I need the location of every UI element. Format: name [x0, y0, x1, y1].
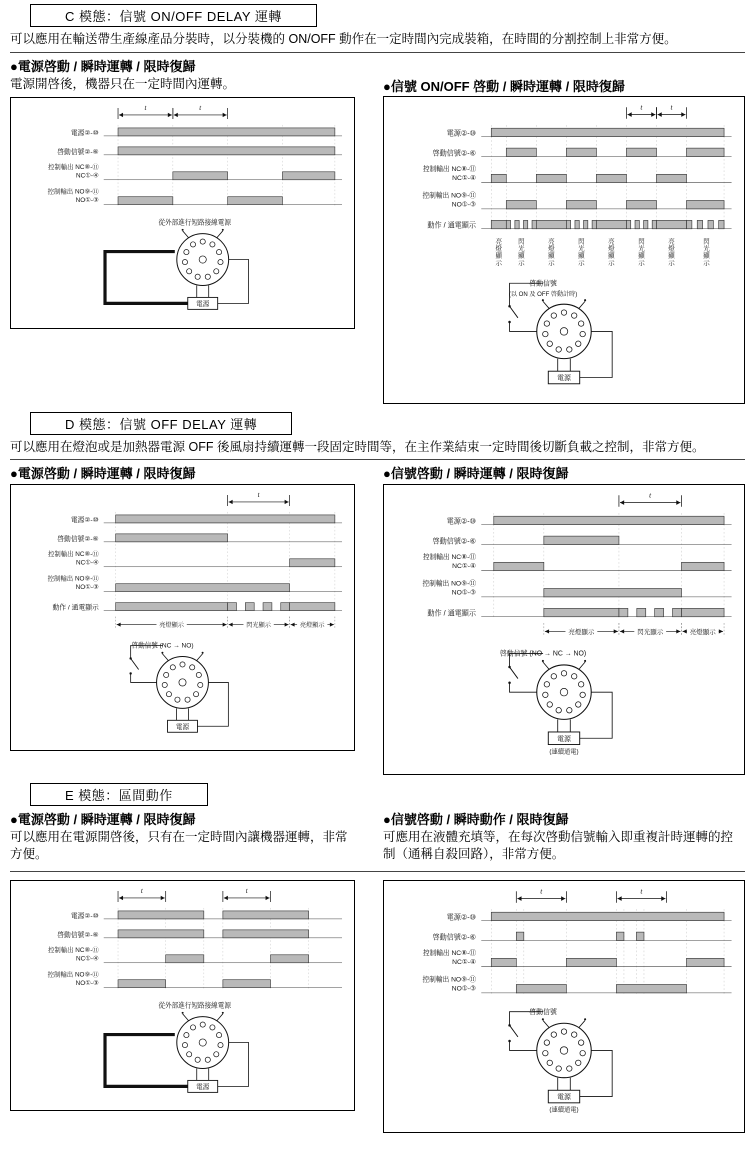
svg-text:閃光顯示: 閃光顯示	[578, 238, 585, 268]
svg-text:從外部進行短路接線電源: 從外部進行短路接線電源	[158, 1002, 231, 1010]
svg-text:啓動信號 (NC → NO): 啓動信號 (NC → NO)	[131, 642, 194, 650]
svg-text:t: t	[199, 104, 202, 113]
svg-text:亮燈顯示: 亮燈顯示	[608, 238, 615, 268]
svg-text:啓動信號②-⑥: 啓動信號②-⑥	[432, 933, 477, 942]
svg-text:閃光顯示: 閃光顯示	[246, 621, 271, 629]
mode-c-description: 可以應用在輸送帶生產線產品分裝時，以分裝機的 ON/OFF 動作在一定時間內完成裝箱，在時間的分割控制上非常方便。	[10, 31, 745, 53]
svg-text:電源②-⑩: 電源②-⑩	[446, 129, 477, 138]
svg-text:控制輸出 NC⑧-⑪: 控制輸出 NC⑧-⑪	[422, 949, 477, 957]
svg-text:控制輸出 NC⑧-⑪: 控制輸出 NC⑧-⑪	[422, 166, 477, 174]
svg-text:t: t	[245, 886, 248, 895]
svg-text:啓動信號②-⑥: 啓動信號②-⑥	[57, 931, 99, 939]
svg-text:NO①-③: NO①-③	[451, 589, 477, 597]
svg-text:t: t	[257, 490, 260, 499]
svg-text:t: t	[649, 490, 652, 500]
svg-text:電源: 電源	[196, 301, 210, 309]
svg-text:亮燈顯示: 亮燈顯示	[299, 621, 325, 629]
mode-c-left-heading: ●電源啓動 / 瞬時運轉 / 限時復歸	[10, 58, 196, 74]
mode-d-title: D 模態：信號 OFF DELAY 運轉	[30, 412, 292, 435]
svg-text:啓動信號②-⑥: 啓動信號②-⑥	[57, 535, 99, 543]
mode-d-left-column	[10, 460, 355, 751]
svg-text:電源: 電源	[196, 1083, 210, 1091]
svg-text:NO①-③: NO①-③	[451, 985, 477, 993]
mode-d-right-column	[383, 460, 745, 774]
svg-text:亮燈顯示: 亮燈顯示	[568, 628, 595, 636]
mode-d-description: 可以應用在燈泡或是加熱器電源 OFF 後風扇持續運轉一段固定時間等，在主作業結束一定時間後切斷負載之控制，非常方便。	[10, 439, 745, 461]
svg-text:電源: 電源	[557, 735, 571, 743]
svg-text:(連續通電): (連續通電)	[549, 748, 579, 756]
svg-text:電源: 電源	[175, 723, 190, 731]
mode-e-left-note: 可以應用在電源開啓後，只有在一定時間內讓機器運轉，非常方便。	[10, 830, 348, 861]
mode-c-left-column	[10, 53, 355, 329]
svg-text:啓動信號②-⑥: 啓動信號②-⑥	[57, 149, 99, 157]
svg-text:電源②-⑩: 電源②-⑩	[70, 516, 99, 524]
svg-text:動作 / 通電顯示: 動作 / 通電顯示	[427, 609, 477, 618]
svg-text:啓動信號②-⑥: 啓動信號②-⑥	[432, 537, 477, 546]
mode-c-right-timing-diagram	[383, 96, 745, 404]
svg-text:t: t	[144, 104, 147, 113]
section-mode-c	[10, 4, 745, 404]
svg-text:NC①-④: NC①-④	[75, 955, 99, 963]
svg-text:亮燈顯示: 亮燈顯示	[548, 238, 555, 268]
svg-text:控制輸出 NO⑨-⑪: 控制輸出 NO⑨-⑪	[422, 976, 477, 984]
svg-text:NO①-③: NO①-③	[75, 197, 99, 205]
mode-e-intro-columns	[10, 806, 745, 867]
svg-text:t: t	[540, 886, 543, 896]
timing-diagram-svg	[387, 885, 741, 1130]
svg-text:NO①-③: NO①-③	[75, 584, 99, 592]
svg-text:控制輸出 NC⑧-⑪: 控制輸出 NC⑧-⑪	[48, 946, 99, 954]
svg-text:電源: 電源	[557, 1093, 571, 1101]
svg-text:亮燈顯示: 亮燈顯示	[495, 238, 503, 268]
timing-diagram-svg	[14, 489, 351, 748]
svg-text:控制輸出 NC⑧-⑪: 控制輸出 NC⑧-⑪	[48, 550, 99, 558]
mode-c-left-note: 電源開啓後，機器只在一定時間內運轉。	[10, 77, 236, 92]
mode-e-left-column	[10, 878, 355, 1111]
svg-text:(以 ON 及 OFF 啓動計時): (以 ON 及 OFF 啓動計時)	[508, 292, 578, 299]
mode-e-right-intro	[383, 806, 745, 867]
svg-text:從外部進行短路接線電源: 從外部進行短路接線電源	[158, 220, 231, 228]
svg-text:控制輸出 NO⑨-⑪: 控制輸出 NO⑨-⑪	[47, 575, 99, 583]
svg-text:NO①-③: NO①-③	[75, 980, 99, 988]
svg-text:控制輸出 NO⑨-⑪: 控制輸出 NO⑨-⑪	[422, 192, 477, 200]
timing-diagram-svg	[14, 885, 351, 1108]
section-mode-e	[10, 783, 745, 1133]
svg-text:NO①-③: NO①-③	[451, 201, 477, 209]
svg-text:啓動信號 (NO → NC → NO): 啓動信號 (NO → NC → NO)	[499, 650, 587, 658]
svg-text:動作 / 通電顯示: 動作 / 通電顯示	[52, 604, 99, 612]
mode-d-right-timing-diagram	[383, 484, 745, 775]
svg-text:電源②-⑩: 電源②-⑩	[70, 912, 99, 920]
svg-text:NC①-④: NC①-④	[452, 563, 477, 571]
svg-text:閃光顯示: 閃光顯示	[703, 238, 710, 268]
svg-text:亮燈顯示: 亮燈顯示	[668, 238, 675, 268]
svg-text:控制輸出 NC⑧-⑪: 控制輸出 NC⑧-⑪	[48, 164, 99, 172]
svg-text:亮燈顯示: 亮燈顯示	[159, 621, 184, 629]
svg-text:亮燈顯示: 亮燈顯示	[689, 628, 716, 636]
mode-e-title: E 模態：區間動作	[30, 783, 208, 806]
svg-text:控制輸出 NO⑨-⑪: 控制輸出 NO⑨-⑪	[47, 971, 99, 979]
section-mode-d	[10, 412, 745, 775]
mode-c-left-timing-diagram	[10, 97, 355, 328]
svg-text:動作 / 通電顯示: 動作 / 通電顯示	[427, 221, 477, 230]
mode-e-right-timing-diagram	[383, 880, 745, 1133]
timing-diagram-svg	[387, 489, 741, 772]
svg-text:(連續通電): (連續通電)	[549, 1106, 579, 1114]
svg-text:電源: 電源	[557, 375, 571, 383]
mode-d-left-heading: ●電源啓動 / 瞬時運轉 / 限時復歸	[10, 466, 196, 482]
mode-e-right-column	[383, 878, 745, 1133]
svg-text:t: t	[140, 886, 143, 895]
mode-d-left-timing-diagram	[10, 484, 355, 751]
mode-e-left-intro	[10, 806, 355, 867]
svg-text:啓動信號: 啓動信號	[529, 1008, 557, 1016]
timing-diagram-svg	[387, 101, 741, 401]
mode-e-right-heading: ●信號啓動 / 瞬時動作 / 限時復歸	[383, 811, 569, 827]
svg-text:NC①-④: NC①-④	[75, 559, 99, 567]
svg-text:控制輸出 NC⑧-⑪: 控制輸出 NC⑧-⑪	[422, 554, 477, 562]
svg-text:NC①-④: NC①-④	[75, 172, 99, 180]
svg-text:啓動信號: 啓動信號	[529, 280, 557, 288]
svg-text:電源②-⑩: 電源②-⑩	[446, 913, 477, 922]
svg-text:電源②-⑩: 電源②-⑩	[70, 130, 99, 138]
mode-d-right-heading: ●信號啓動 / 瞬時運轉 / 限時復歸	[383, 466, 569, 482]
svg-text:閃光顯示: 閃光顯示	[518, 238, 525, 268]
mode-e-diagram-columns	[10, 878, 745, 1133]
mode-e-left-heading: ●電源啓動 / 瞬時運轉 / 限時復歸	[10, 811, 196, 827]
svg-text:NC①-④: NC①-④	[452, 175, 477, 183]
svg-text:電源②-⑩: 電源②-⑩	[446, 517, 477, 526]
svg-text:控制輸出 NO⑨-⑪: 控制輸出 NO⑨-⑪	[47, 189, 99, 197]
svg-text:t: t	[670, 102, 673, 112]
mode-c-title: C 模態：信號 ON/OFF DELAY 運轉	[30, 4, 317, 27]
svg-text:閃光顯示: 閃光顯示	[638, 238, 645, 268]
svg-text:閃光顯示: 閃光顯示	[637, 628, 664, 636]
mode-c-right-heading: ●信號 ON/OFF 啓動 / 瞬時運轉 / 限時復歸	[383, 78, 625, 94]
mode-e-right-note: 可應用在液體充填等，在每次啓動信號輸入即重複計時運轉的控制（通稱自殺回路），非常方便。	[383, 830, 734, 861]
timing-diagram-svg	[14, 102, 351, 325]
mode-c-columns	[10, 53, 745, 404]
divider	[10, 871, 745, 872]
svg-text:啓動信號②-⑥: 啓動信號②-⑥	[432, 149, 477, 158]
svg-text:t: t	[640, 102, 643, 112]
mode-e-left-timing-diagram	[10, 880, 355, 1111]
svg-text:t: t	[640, 886, 643, 896]
svg-text:NC①-④: NC①-④	[452, 958, 477, 966]
mode-c-right-column	[383, 53, 745, 404]
svg-text:控制輸出 NO⑨-⑪: 控制輸出 NO⑨-⑪	[422, 580, 477, 588]
mode-d-columns	[10, 460, 745, 774]
